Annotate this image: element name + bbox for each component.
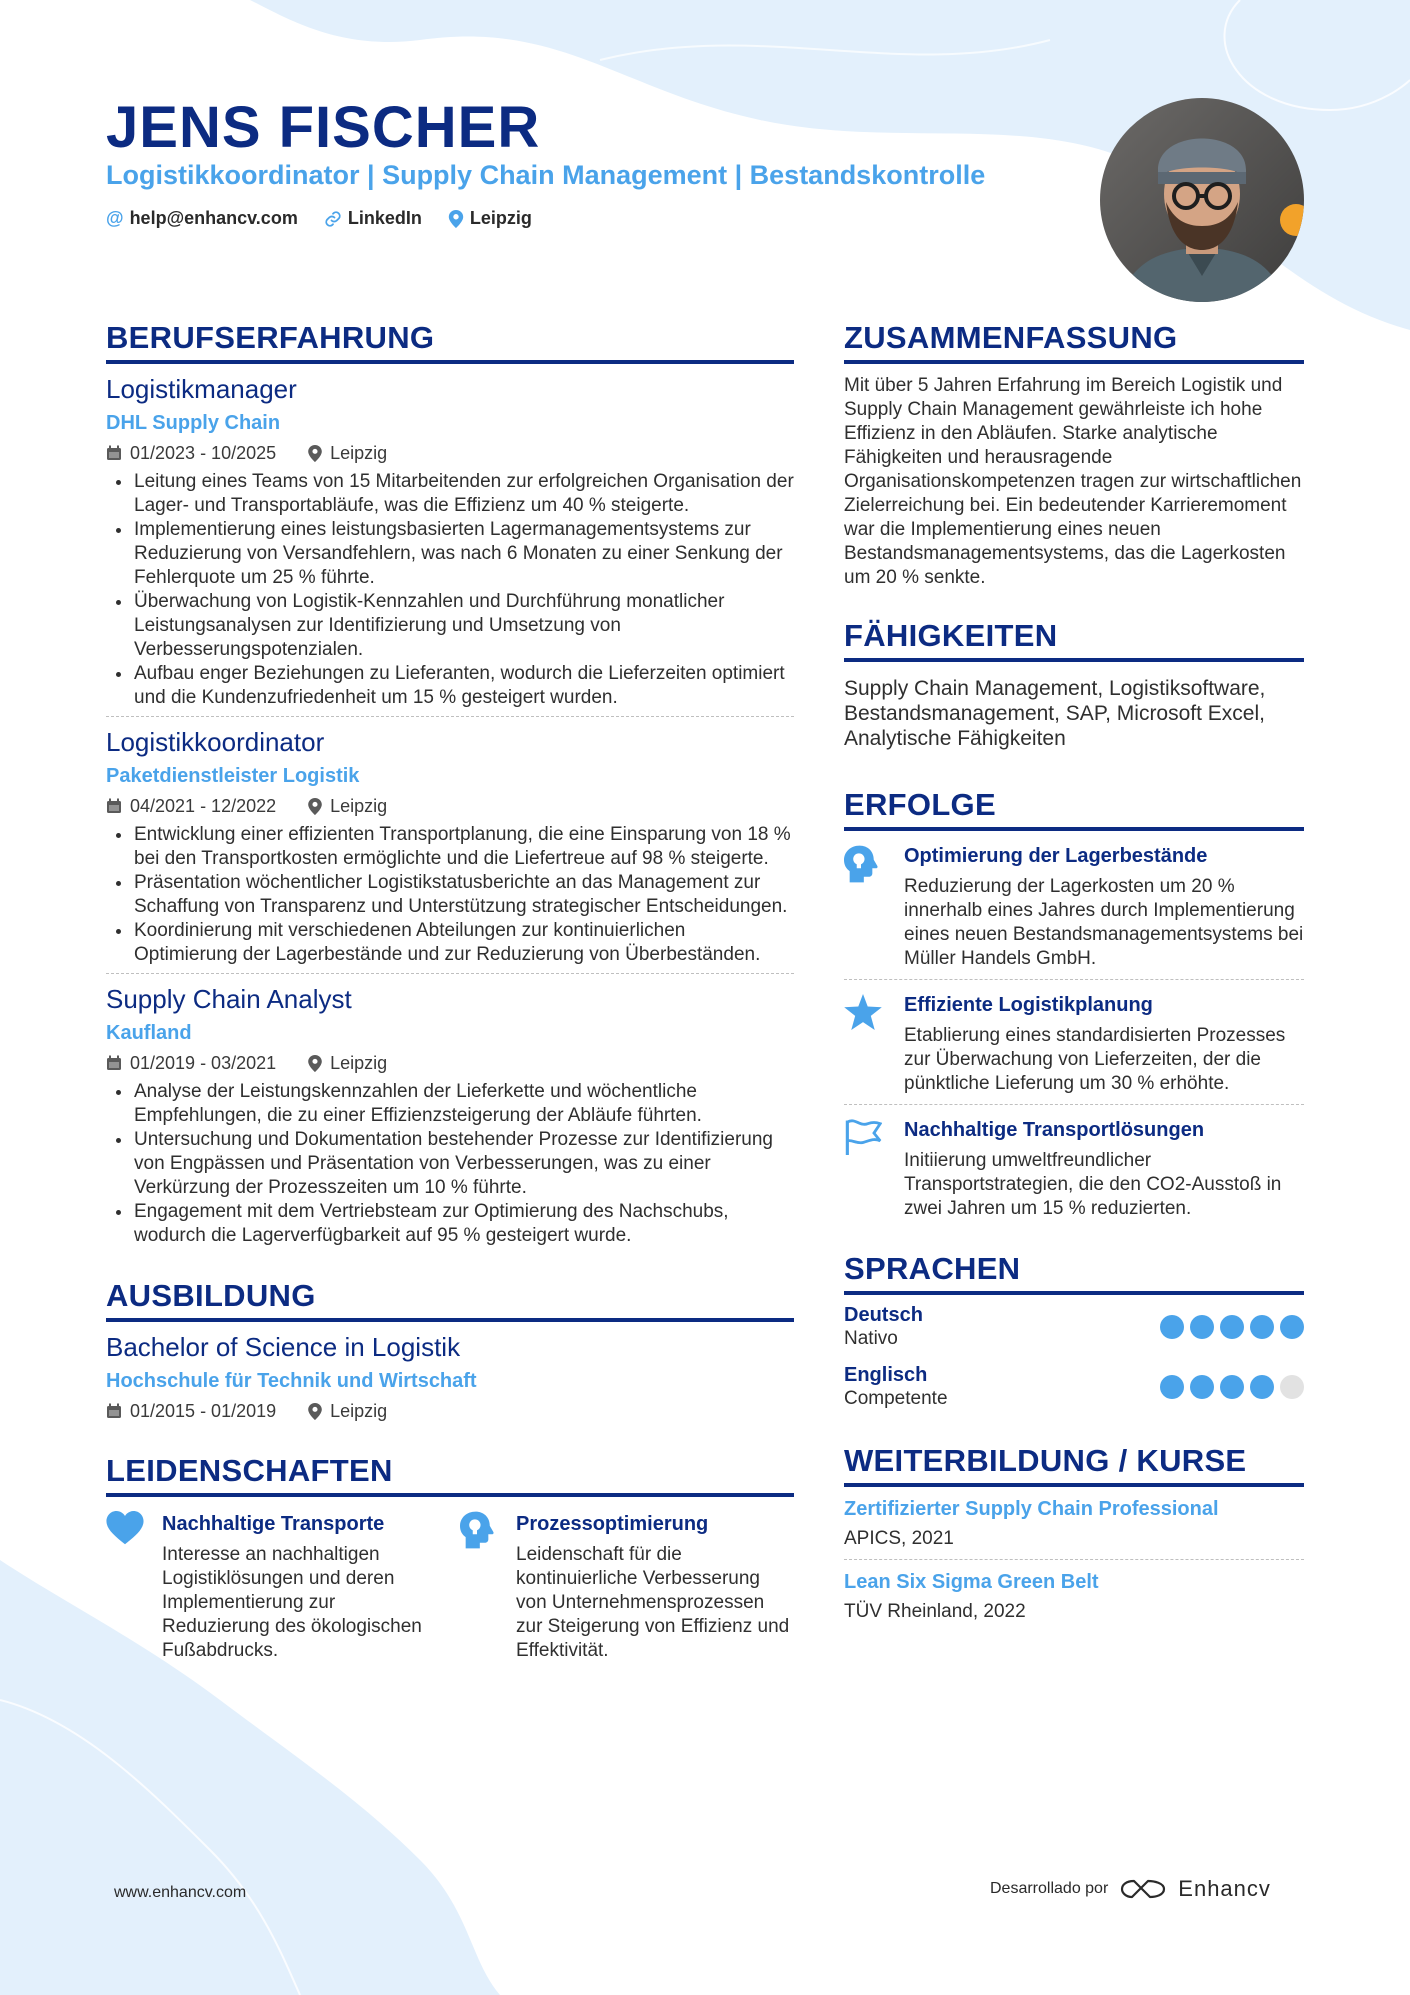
education-entry (106, 1322, 794, 1431)
rating-dot-filled (1220, 1315, 1244, 1339)
job-meta (106, 792, 794, 820)
profile-photo (1100, 98, 1304, 302)
map-pin-icon (308, 798, 322, 815)
email-text: help@enhancv.com (129, 208, 298, 228)
achievement-title: Nachhaltige Transportlösungen (904, 1119, 1205, 1141)
calendar-icon (106, 798, 122, 814)
course-org: TÜV Rheinland, 2022 (844, 1601, 1026, 1622)
right-column (844, 318, 1304, 1632)
linkedin-text: LinkedIn (347, 208, 422, 228)
job-title: Logistikmanager (106, 374, 297, 404)
flag-icon (844, 1119, 882, 1155)
courses-heading: WEITERBILDUNG / KURSE (844, 1441, 1304, 1487)
calendar-icon (106, 445, 122, 461)
job-title: Logistikkoordinator (106, 727, 325, 757)
education-location: Leipzig (330, 1401, 388, 1421)
course-title: Zertifizierter Supply Chain Professional (844, 1498, 1219, 1520)
enhancv-logo-icon (1120, 1877, 1166, 1901)
passions-list (106, 1511, 794, 1663)
location-text: Leipzig (469, 208, 532, 228)
rating-dot-filled (1190, 1375, 1214, 1399)
passion-desc: Interesse an nachhaltigen Logistiklösungen und deren Implementierung zur Reduzierung des ökologischen Fußabdrucks. (162, 1544, 422, 1661)
language-rating (1160, 1375, 1304, 1399)
achievement-item (844, 1104, 1304, 1229)
rating-dot-filled (1190, 1315, 1214, 1339)
head-idea-icon (460, 1511, 494, 1549)
job-meta (106, 1049, 794, 1077)
heart-icon (106, 1511, 144, 1545)
passion-title: Prozessoptimierung (516, 1513, 709, 1535)
language-rating (1160, 1315, 1304, 1339)
contact-email[interactable] (106, 208, 298, 229)
course-org: APICS, 2021 (844, 1528, 954, 1549)
language-item (844, 1355, 1304, 1415)
job-entry (106, 364, 794, 716)
bullet-item: Überwachung von Logistik-Kennzahlen und Durchführung monatlicher Leistungsanalysen zur Identifizierung und Umsetzung von Verbesserungspotenzialen. (106, 590, 794, 662)
achievement-item (844, 831, 1304, 979)
passion-desc: Leidenschaft für die kontinuierliche Verbesserung von Unternehmensprozessen zur Steigerung von Effizienz und Effektivität. (516, 1544, 790, 1661)
rating-dot-filled (1250, 1375, 1274, 1399)
passion-item (106, 1511, 440, 1663)
job-location: Leipzig (330, 796, 388, 816)
job-title: Supply Chain Analyst (106, 984, 352, 1014)
footer-branding (990, 1876, 1271, 1902)
achievement-desc: Initiierung umweltfreundlicher Transportstrategien, die den CO2-Ausstoß in zwei Jahren um 15 % reduzierten. (904, 1150, 1282, 1219)
calendar-icon (106, 1403, 122, 1419)
language-name: Englisch (844, 1364, 928, 1386)
contact-bar (106, 208, 532, 229)
footer-website[interactable]: www.enhancv.com (114, 1884, 247, 1901)
summary-heading: ZUSAMMENFASSUNG (844, 318, 1304, 364)
language-level: Nativo (844, 1328, 898, 1349)
rating-dot-filled (1250, 1315, 1274, 1339)
passions-heading: LEIDENSCHAFTEN (106, 1451, 794, 1497)
job-bullets (106, 1080, 794, 1248)
calendar-icon (106, 1055, 122, 1071)
education-meta (106, 1397, 794, 1425)
rating-dot-filled (1160, 1375, 1184, 1399)
job-company: Paketdienstleister Logistik (106, 765, 360, 787)
bullet-item: Koordinierung mit verschiedenen Abteilungen zur kontinuierlichen Optimierung der Lagerbestände und zur Reduzierung von Überbeständen. (106, 919, 794, 967)
left-column (106, 318, 794, 1663)
job-dates: 01/2023 - 10/2025 (130, 443, 277, 463)
summary-text: Mit über 5 Jahren Erfahrung im Bereich Logistik und Supply Chain Management gewährleiste ich hohe Effizienz in den Abläufen. Starke analytische Fähigkeiten und herausragende Organisationskompetenzen tragen zur wirtschaftlichen Zielerreichung bei. Ein bedeutender Karrieremoment war die Implementierung eines neuen Bestandsmanagementsystems, das die Lagerkosten um 20 % senkte. (844, 375, 1302, 588)
rating-dot-filled (1220, 1375, 1244, 1399)
job-dates: 04/2021 - 12/2022 (130, 796, 277, 816)
achievement-item (844, 979, 1304, 1104)
skills-text: Supply Chain Management, Logistiksoftware, Bestandsmanagement, SAP, Microsoft Excel, Analytische Fähigkeiten (844, 677, 1266, 750)
job-company: Kaufland (106, 1022, 192, 1044)
job-dates: 01/2019 - 03/2021 (130, 1053, 277, 1073)
bullet-item: Präsentation wöchentlicher Logistikstatusberichte an das Management zur Schaffung von Transparenz und Unterstützung strategischer Entscheidungen. (106, 871, 794, 919)
job-location: Leipzig (330, 1053, 388, 1073)
achievement-desc: Reduzierung der Lagerkosten um 20 % innerhalb eines Jahres durch Implementierung eines neuen Bestandsmanagementsystems bei Müller Handels GmbH. (904, 876, 1304, 969)
powered-by-text: Desarrollado por (990, 1880, 1109, 1897)
job-bullets (106, 823, 794, 967)
degree-title: Bachelor of Science in Logistik (106, 1332, 461, 1362)
link-icon (324, 210, 342, 228)
bullet-item: Engagement mit dem Vertriebsteam zur Optimierung des Nachschubs, wodurch die Lagerverfügbarkeit auf 95 % gesteigert wurde. (106, 1200, 794, 1248)
map-pin-icon (308, 1055, 322, 1072)
passion-item (460, 1511, 794, 1663)
achievement-title: Optimierung der Lagerbestände (904, 845, 1208, 867)
course-title: Lean Six Sigma Green Belt (844, 1571, 1099, 1593)
job-company: DHL Supply Chain (106, 412, 281, 434)
job-bullets (106, 470, 794, 710)
education-heading: AUSBILDUNG (106, 1276, 794, 1322)
languages-heading: SPRACHEN (844, 1249, 1304, 1295)
bullet-item: Implementierung eines leistungsbasierten Lagermanagementsystems zur Reduzierung von Versandfehlern, was nach 6 Monaten zu einer Senkung der Fehlerquote um 25 % führte. (106, 518, 794, 590)
languages-list (844, 1295, 1304, 1415)
contact-location (448, 208, 532, 229)
language-item (844, 1295, 1304, 1355)
achievements-heading: ERFOLGE (844, 785, 1304, 831)
head-idea-icon (844, 845, 878, 883)
skills-heading: FÄHIGKEITEN (844, 616, 1304, 662)
passion-title: Nachhaltige Transporte (162, 1513, 385, 1535)
headline: Logistikkoordinator | Supply Chain Management | Bestandskontrolle (106, 160, 986, 190)
achievement-desc: Etablierung eines standardisierten Prozesses zur Überwachung von Lieferzeiten, der die pünktliche Lieferung um 30 % erhöhte. (904, 1025, 1286, 1094)
job-location: Leipzig (330, 443, 388, 463)
school-name: Hochschule für Technik und Wirtschaft (106, 1370, 477, 1392)
language-level: Competente (844, 1388, 948, 1409)
contact-linkedin[interactable] (324, 208, 422, 229)
map-pin-icon (308, 1403, 322, 1420)
at-icon: @ (106, 208, 124, 228)
education-dates: 01/2015 - 01/2019 (130, 1401, 277, 1421)
job-entry (106, 973, 794, 1254)
map-pin-icon (448, 210, 464, 228)
bullet-item: Aufbau enger Beziehungen zu Lieferanten, wodurch die Lieferzeiten optimiert und die Kundenzufriedenheit um 15 % gesteigert wurden. (106, 662, 794, 710)
rating-dot-filled (1160, 1315, 1184, 1339)
achievements-list (844, 831, 1304, 1229)
star-icon (844, 994, 882, 1030)
job-meta (106, 439, 794, 467)
bullet-item: Untersuchung und Dokumentation bestehender Prozesse zur Identifizierung von Engpässen und Präsentation von Verbesserungen, was zu einer Verkürzung der Prozesszeiten um 10 % führte. (106, 1128, 794, 1200)
bullet-item: Leitung eines Teams von 15 Mitarbeitenden zur erfolgreichen Organisation der Lager- und Transportabläufe, was die Effizienz um 40 % steigerte. (106, 470, 794, 518)
language-name: Deutsch (844, 1304, 923, 1326)
courses-list (844, 1487, 1304, 1632)
rating-dot-filled (1280, 1315, 1304, 1339)
rating-dot-empty (1280, 1375, 1304, 1399)
bullet-item: Analyse der Leistungskennzahlen der Lieferkette und wöchentliche Empfehlungen, die zu einer Effizienzsteigerung der Abläufe führten. (106, 1080, 794, 1128)
job-entry (106, 716, 794, 973)
achievement-title: Effiziente Logistikplanung (904, 994, 1153, 1016)
course-item (844, 1487, 1304, 1559)
experience-heading: BERUFSERFAHRUNG (106, 318, 794, 364)
course-item (844, 1559, 1304, 1632)
map-pin-icon (308, 445, 322, 462)
bullet-item: Entwicklung einer effizienten Transportplanung, die eine Einsparung von 18 % bei den Transportkosten ermöglichte und die Liefertreue auf 98 % steigerte. (106, 823, 794, 871)
brand-name: Enhancv (1178, 1876, 1271, 1901)
candidate-name: JENS FISCHER (106, 95, 541, 160)
